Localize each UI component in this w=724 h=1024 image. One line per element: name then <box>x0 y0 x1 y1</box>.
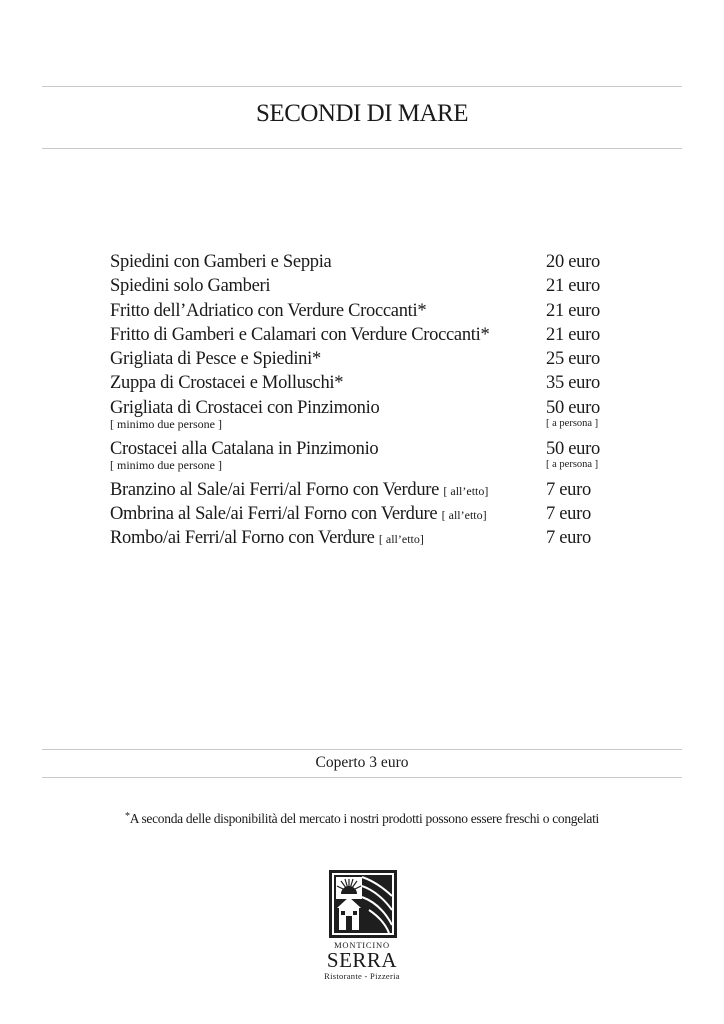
disclaimer <box>0 811 724 827</box>
dish-price: 21 euro <box>546 324 600 345</box>
dish-name <box>110 299 426 323</box>
dish-name <box>110 478 488 503</box>
menu-item <box>110 526 630 550</box>
dish-name-text: Spiedini con Gamberi e Seppia <box>110 252 332 272</box>
menu-item <box>110 250 630 274</box>
menu-item <box>110 502 630 526</box>
price-unit-note: [ a persona ] <box>546 417 599 429</box>
dish-name-text: Zuppa di Crostacei e Molluschi* <box>110 373 344 394</box>
dish-name-text: Fritto di Gamberi e Calamari con Verdure Croccanti* <box>110 324 490 345</box>
top-divider <box>42 86 682 87</box>
brand-prefix: MONTICINO <box>334 940 390 950</box>
coperto-bottom-divider <box>42 777 682 778</box>
menu-item <box>110 478 630 502</box>
dish-name-text: Branzino al Sale/ai Ferri/al Forno con Verdure <box>110 479 440 500</box>
dish-name <box>110 250 331 274</box>
menu-item <box>110 437 630 478</box>
dish-name <box>110 274 270 298</box>
price-unit-note: [ a persona ] <box>546 458 599 470</box>
dish-price: 7 euro <box>546 528 591 549</box>
dish-price: 21 euro <box>546 300 600 321</box>
menu-item <box>110 323 630 347</box>
dish-name <box>110 323 489 347</box>
dish-name <box>110 526 424 551</box>
dish-name-text: Spiedini solo Gamberi <box>110 276 271 297</box>
disclaimer-marker: * <box>124 811 130 822</box>
dish-price: 50 euro <box>546 438 600 459</box>
dish-name-text: Grigliata di Pesce e Spiedini* <box>110 349 321 370</box>
dish-price: 21 euro <box>546 276 600 297</box>
coperto-top-divider <box>42 749 682 750</box>
menu-list <box>110 250 630 551</box>
menu-item <box>110 347 630 371</box>
dish-price: 7 euro <box>546 504 591 525</box>
farmhouse-sunrise-logo-icon <box>329 870 397 938</box>
cover-charge: Coperto 3 euro <box>315 754 409 771</box>
dish-price: 25 euro <box>546 349 600 370</box>
title-divider <box>42 148 682 149</box>
menu-item <box>110 274 630 298</box>
brand-tagline: Ristorante - Pizzeria <box>324 971 400 981</box>
dish-price: 35 euro <box>546 373 600 394</box>
dish-price: 20 euro <box>546 252 600 272</box>
brand-name: SERRA <box>326 948 398 972</box>
dish-name <box>110 371 343 395</box>
dish-unit-note: [ all’etto] <box>378 532 424 547</box>
dish-price: 7 euro <box>546 479 591 500</box>
dish-subnote: [ minimo due persone ] <box>110 457 222 472</box>
dish-name-text: Rombo/ai Ferri/al Forno con Verdure <box>110 528 375 549</box>
dish-price: 50 euro <box>546 397 600 418</box>
menu-item <box>110 299 630 323</box>
dish-unit-note: [ all’etto] <box>441 508 487 523</box>
disclaimer-text: A seconda delle disponibilità del mercato i nostri prodotti possono essere freschi o congelati <box>129 811 599 826</box>
menu-item <box>110 396 630 437</box>
dish-name-text: Ombrina al Sale/ai Ferri/al Forno con Verdure <box>110 504 438 525</box>
dish-name <box>110 502 487 527</box>
dish-subnote: [ minimo due persone ] <box>110 416 222 431</box>
menu-item <box>110 371 630 395</box>
dish-name-text: Crostacei alla Catalana in Pinzimonio <box>110 438 379 459</box>
dish-name-text: Fritto dell’Adriatico con Verdure Croccanti* <box>110 300 427 321</box>
dish-name <box>110 347 321 371</box>
dish-unit-note: [ all’etto] <box>443 483 489 498</box>
section-title: SECONDI DI MARE <box>256 100 468 127</box>
dish-name-text: Grigliata di Crostacei con Pinzimonio <box>110 397 380 418</box>
